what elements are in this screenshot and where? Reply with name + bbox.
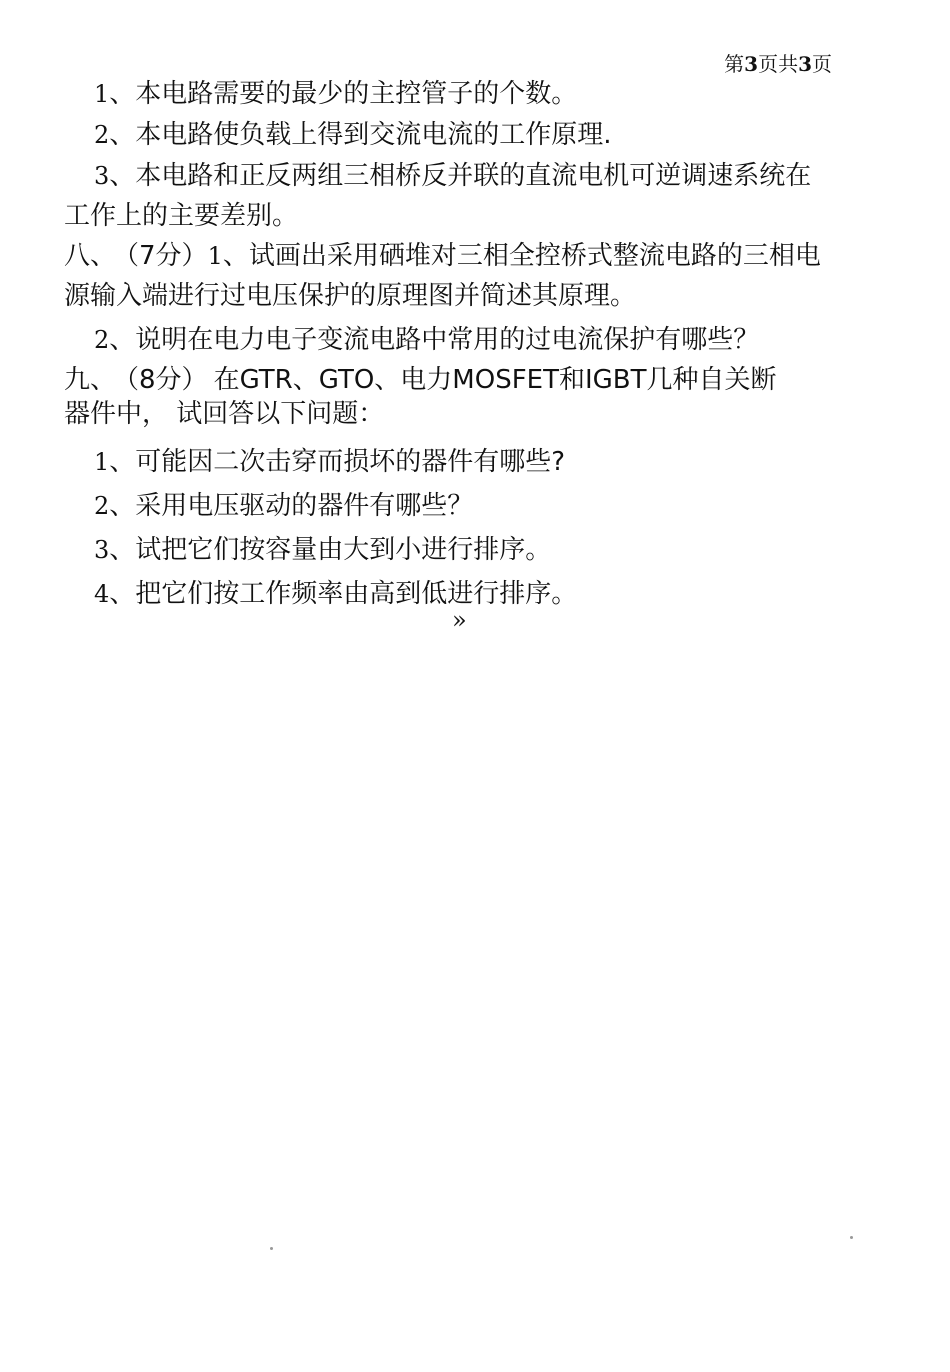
continuation-mark: » — [452, 606, 467, 634]
header-suffix: 页 — [812, 52, 832, 76]
q8-item-1 — [64, 236, 864, 276]
item-text: 、把它们按工作频率由高到低进行排序。 — [109, 579, 578, 609]
question-body — [64, 72, 864, 614]
item-text: 、本电路和正反两组三相桥反并联的直流电机可逆调速系统在 — [109, 161, 812, 191]
item-text: 、本电路需要的最少的主控管子的个数。 — [109, 79, 578, 109]
item-number: 3 — [94, 162, 110, 190]
item-text: 、采用电压驱动的器件有哪些？ — [109, 491, 474, 521]
item-number: 2 — [94, 326, 110, 354]
item-number: 1 — [207, 242, 223, 270]
q8-score: （7分） — [126, 241, 208, 271]
item-text: 、试把它们按容量由大到小进行排序。 — [109, 535, 552, 565]
scan-speck — [270, 1247, 273, 1250]
item-text: 、本电路使负载上得到交流电流的工作原理. — [109, 120, 612, 150]
header-middle: 页共 — [758, 52, 799, 76]
q8-item-2 — [64, 320, 864, 360]
q9-intro-continued: 器件中， 试回答以下问题： — [64, 399, 385, 429]
item-number: 1 — [94, 80, 110, 108]
current-page-number: 3 — [744, 52, 759, 76]
q7-item-2 — [64, 115, 864, 155]
total-page-number: 3 — [798, 52, 812, 76]
scan-speck — [850, 1236, 853, 1239]
q9-item-3 — [64, 530, 864, 570]
item-text: 、试画出采用硒堆对三相全控桥式整流电路的三相电 — [222, 241, 821, 271]
item-number: 3 — [94, 536, 110, 564]
q9-label: 九、 — [64, 365, 117, 395]
q9-intro-text: 在GTR、GTO、电力MOSFET和IGBT几种自关断 — [213, 365, 777, 395]
item-text: 、可能因二次击穿而损坏的器件有哪些? — [109, 447, 566, 477]
item-text: 、说明在电力电子变流电路中常用的过电流保护有哪些？ — [109, 325, 760, 355]
q9-item-2 — [64, 486, 864, 526]
item-number: 4 — [94, 580, 110, 608]
q7-item-3-continued: 工作上的主要差别。 — [64, 201, 299, 231]
q8-item-1-continued: 源输入端进行过电压保护的原理图并简述其原理。 — [64, 281, 637, 311]
q7-item-1 — [64, 74, 864, 114]
item-number: 2 — [94, 121, 110, 149]
q8-label: 八、 — [64, 241, 117, 271]
q9-item-1 — [64, 442, 864, 482]
item-number: 1 — [94, 448, 110, 476]
q7-item-3 — [64, 156, 864, 196]
q9-score: （8分） — [126, 365, 208, 395]
item-number: 2 — [94, 492, 110, 520]
header-prefix: 第 — [724, 52, 745, 76]
